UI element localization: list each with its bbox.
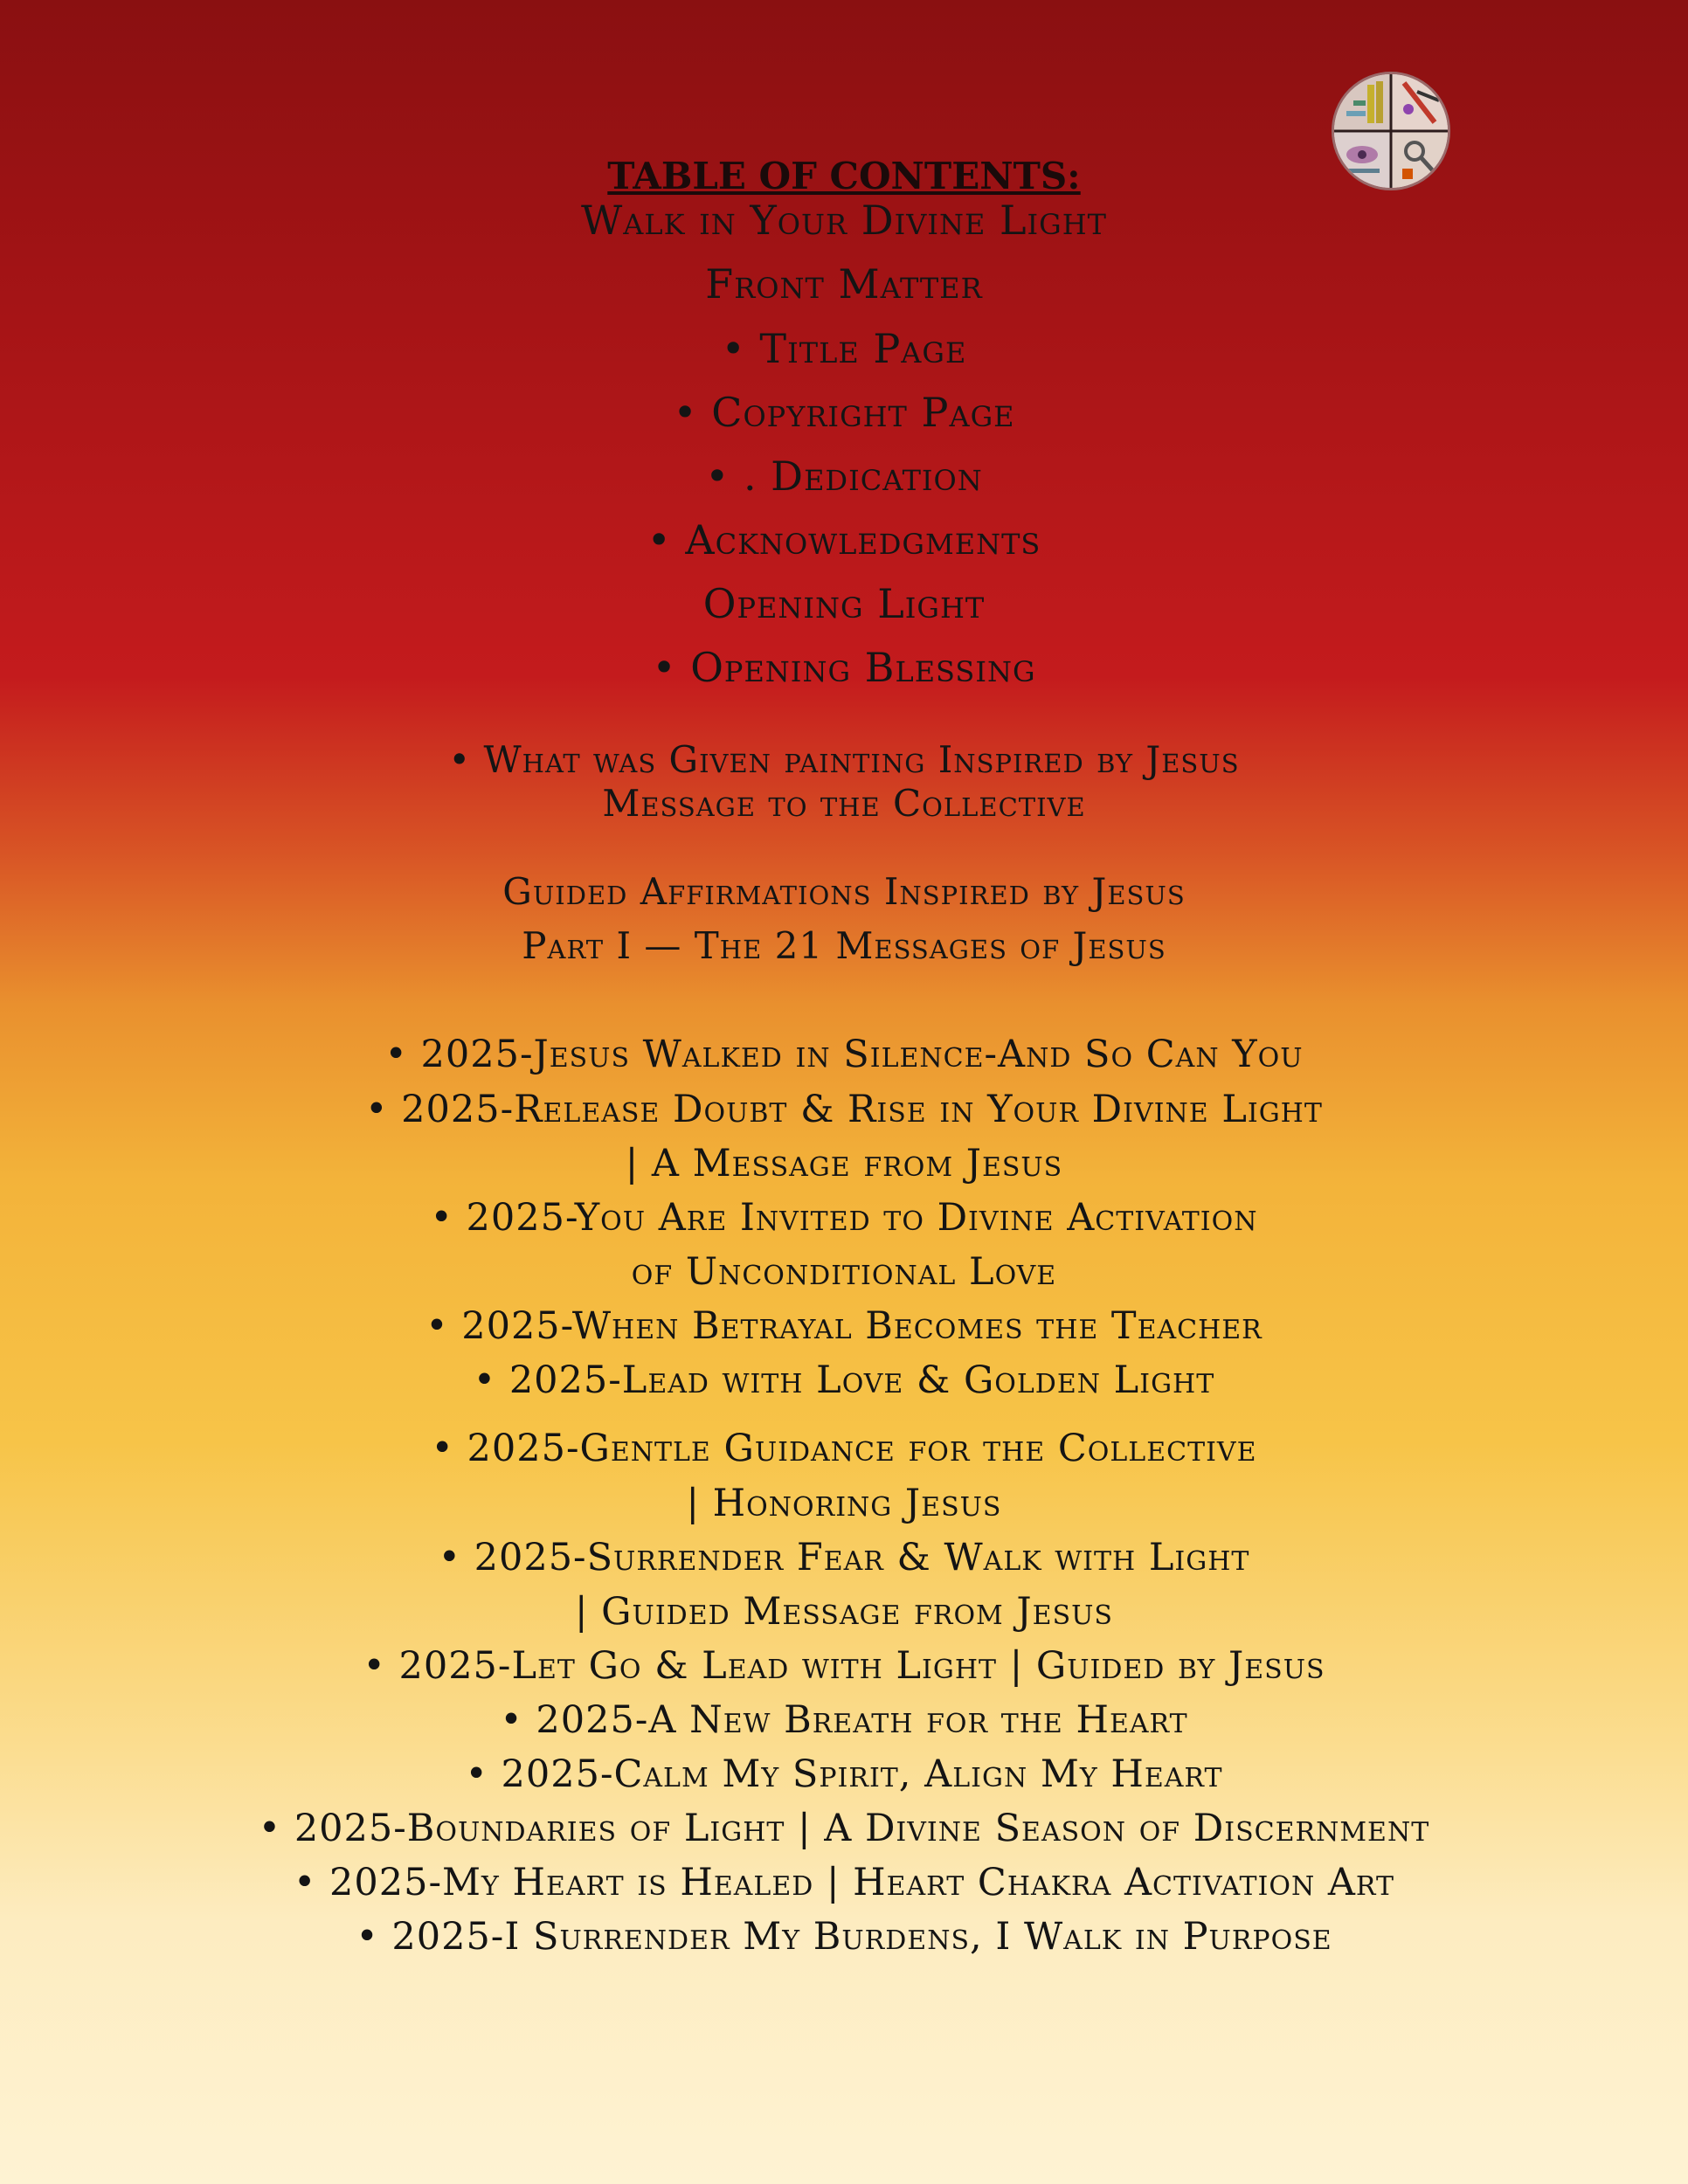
toc-entry: • 2025-You Are Invited to Divine Activation [430,1196,1258,1240]
toc-entry: Opening Light [702,580,986,627]
toc-entry: • 2025-I Surrender My Burdens, I Walk in Purpose [356,1915,1332,1959]
toc-entry: • Acknowledgments [647,516,1041,563]
toc-entry: • 2025-Calm My Spirit, Align My Heart [465,1752,1223,1796]
toc-entry: Guided Affirmations Inspired by Jesus [502,870,1186,913]
toc-entry: | Honoring Jesus [686,1482,1002,1525]
toc-entry: Part I — The 21 Messages of Jesus [522,924,1166,967]
toc-entry: • What was Given painting Inspired by Jesus [448,738,1240,781]
toc-entry: • Opening Blessing [652,644,1036,691]
toc-entry: • 2025-Let Go & Lead with Light | Guided by Jesus [363,1644,1325,1688]
toc-entry: • Copyright Page [673,389,1015,436]
toc-entry: of Unconditional Love [631,1250,1057,1294]
toc-entry: • 2025-Boundaries of Light | A Divine Season of Discernment [258,1807,1430,1850]
toc-entry: • Title Page [721,325,967,372]
toc-entry: • 2025-A New Breath for the Heart [500,1698,1188,1742]
toc-entry: | Guided Message from Jesus [575,1590,1113,1634]
toc-entry: Front Matter [705,260,983,308]
toc-entry: • 2025-Jesus Walked in Silence-And So Can You [384,1033,1304,1076]
toc-entry: | A Message from Jesus [625,1142,1063,1185]
toc-entry: • 2025-Gentle Guidance for the Collective [431,1427,1257,1470]
toc-entry: • 2025-Lead with Love & Golden Light [473,1358,1215,1402]
toc-entry: Message to the Collective [602,782,1086,825]
toc-entry: • . Dedication [705,453,983,500]
toc-entry: • 2025-Release Doubt & Rise in Your Divine Light [365,1088,1323,1131]
toc-entry: • 2025-Surrender Fear & Walk with Light [438,1536,1250,1579]
toc-entry: • 2025-When Betrayal Becomes the Teacher [425,1304,1263,1348]
page-title: TABLE OF CONTENTS: [607,155,1081,197]
toc-entry: Walk in Your Divine Light [581,197,1107,244]
toc-entry: • 2025-My Heart is Healed | Heart Chakra Activation Art [293,1861,1394,1904]
